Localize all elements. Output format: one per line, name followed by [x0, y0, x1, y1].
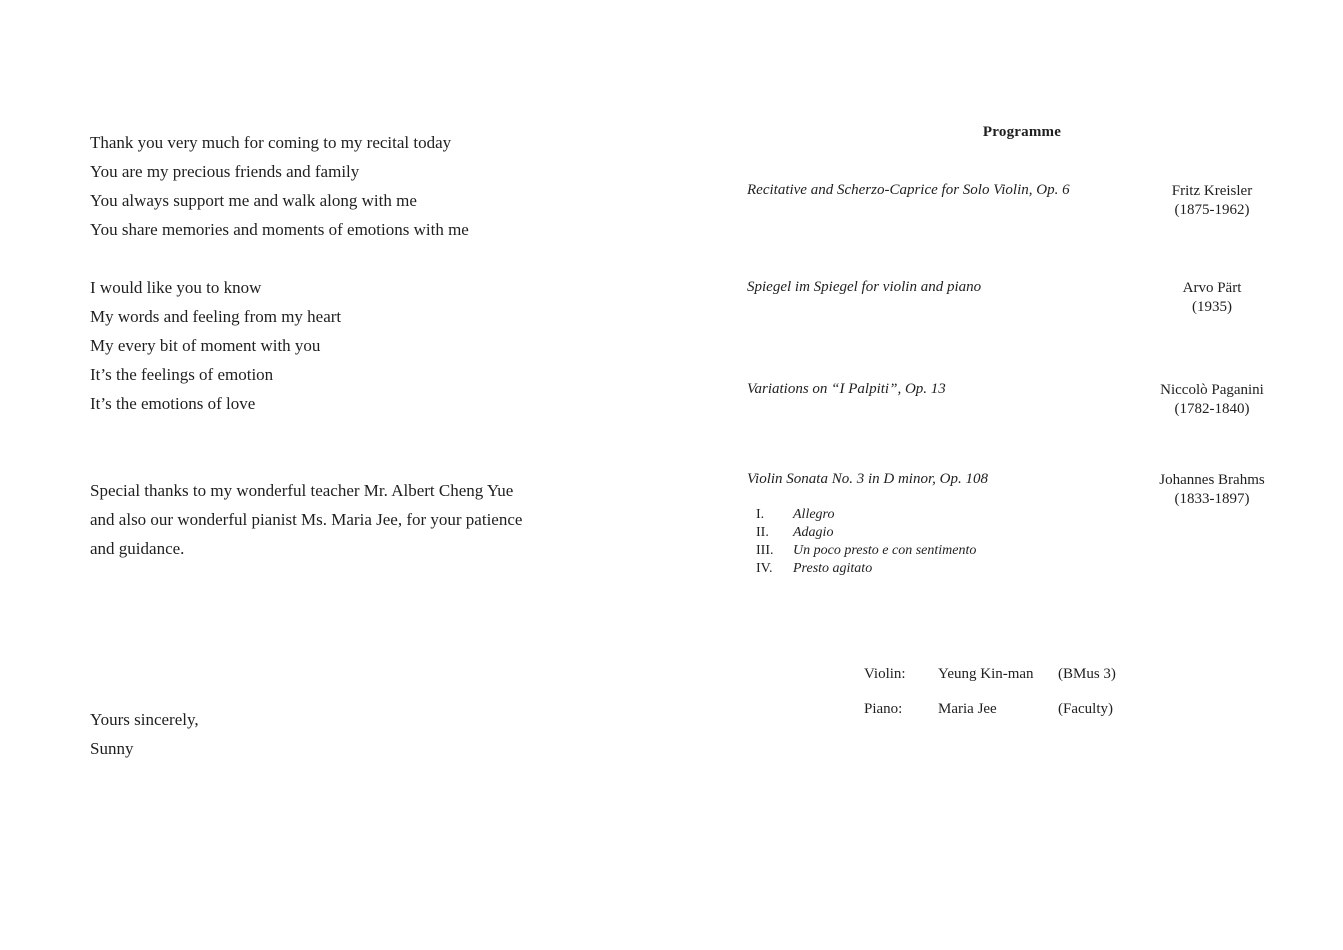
movement-list	[756, 506, 976, 578]
performer-affiliation: (Faculty)	[1058, 701, 1113, 717]
letter-closing: Yours sincerely,	[90, 710, 199, 729]
movement-name: Presto agitato	[793, 561, 873, 576]
movement-row	[756, 524, 976, 542]
programme-heading: Programme	[982, 124, 1062, 140]
composer-name: Arvo Pärt	[1182, 280, 1242, 296]
performer-name: Maria Jee	[938, 701, 997, 717]
composer-dates: (1782-1840)	[1174, 401, 1250, 417]
piece-title-paganini: Variations on “I Palpiti”, Op. 13	[747, 381, 946, 397]
movement-numeral: I.	[756, 507, 765, 522]
composer-dates: (1833-1897)	[1174, 491, 1250, 507]
letter-paragraph-1	[90, 128, 469, 244]
letter-signature: Sunny	[90, 739, 134, 758]
composer-block-paganini	[1122, 381, 1302, 419]
letter-line: It’s the feelings of emotion	[90, 365, 274, 384]
composer-name: Fritz Kreisler	[1171, 183, 1253, 199]
letter-line: My every bit of moment with you	[90, 336, 321, 355]
performer-role: Violin:	[864, 666, 906, 682]
performer-row-violin	[0, 666, 1343, 686]
composer-block-kreisler	[1122, 182, 1302, 220]
performer-role: Piano:	[864, 701, 903, 717]
composer-name: Johannes Brahms	[1159, 472, 1265, 488]
letter-line: You always support me and walk along with me	[90, 191, 417, 210]
movement-numeral: III.	[756, 543, 774, 558]
movement-name: Allegro	[793, 507, 835, 522]
composer-dates: (1875-1962)	[1174, 202, 1250, 218]
letter-line: and also our wonderful pianist Ms. Maria Jee, for your patience	[90, 510, 523, 529]
composer-dates: (1935)	[1192, 299, 1232, 315]
performer-name: Yeung Kin-man	[938, 666, 1034, 682]
composer-block-brahms	[1122, 471, 1302, 509]
letter-line: Special thanks to my wonderful teacher Mr. Albert Cheng Yue	[90, 481, 514, 500]
letter-line: My words and feeling from my heart	[90, 307, 342, 326]
performer-affiliation: (BMus 3)	[1058, 666, 1116, 682]
letter-paragraph-2	[90, 273, 341, 418]
composer-block-part	[1122, 279, 1302, 317]
piece-title-kreisler: Recitative and Scherzo-Caprice for Solo Violin, Op. 6	[747, 182, 1070, 198]
movement-name: Un poco presto e con sentimento	[793, 543, 977, 558]
piece-title-part: Spiegel im Spiegel for violin and piano	[747, 279, 982, 295]
letter-paragraph-3	[90, 476, 522, 563]
letter-line: I would like you to know	[90, 278, 262, 297]
letter-line: Thank you very much for coming to my recital today	[90, 133, 452, 152]
letter-line: and guidance.	[90, 539, 185, 558]
letter-line: You are my precious friends and family	[90, 162, 360, 181]
movement-name: Adagio	[793, 525, 834, 540]
letter-line: You share memories and moments of emotions with me	[90, 220, 469, 239]
composer-name: Niccolò Paganini	[1160, 382, 1264, 398]
letter-line: It’s the emotions of love	[90, 394, 256, 413]
movement-numeral: II.	[756, 525, 769, 540]
movement-row	[756, 506, 976, 524]
movement-row	[756, 560, 976, 578]
performer-row-piano	[0, 701, 1343, 721]
piece-title-brahms: Violin Sonata No. 3 in D minor, Op. 108	[747, 471, 988, 487]
movement-row	[756, 542, 976, 560]
movement-numeral: IV.	[756, 561, 773, 576]
